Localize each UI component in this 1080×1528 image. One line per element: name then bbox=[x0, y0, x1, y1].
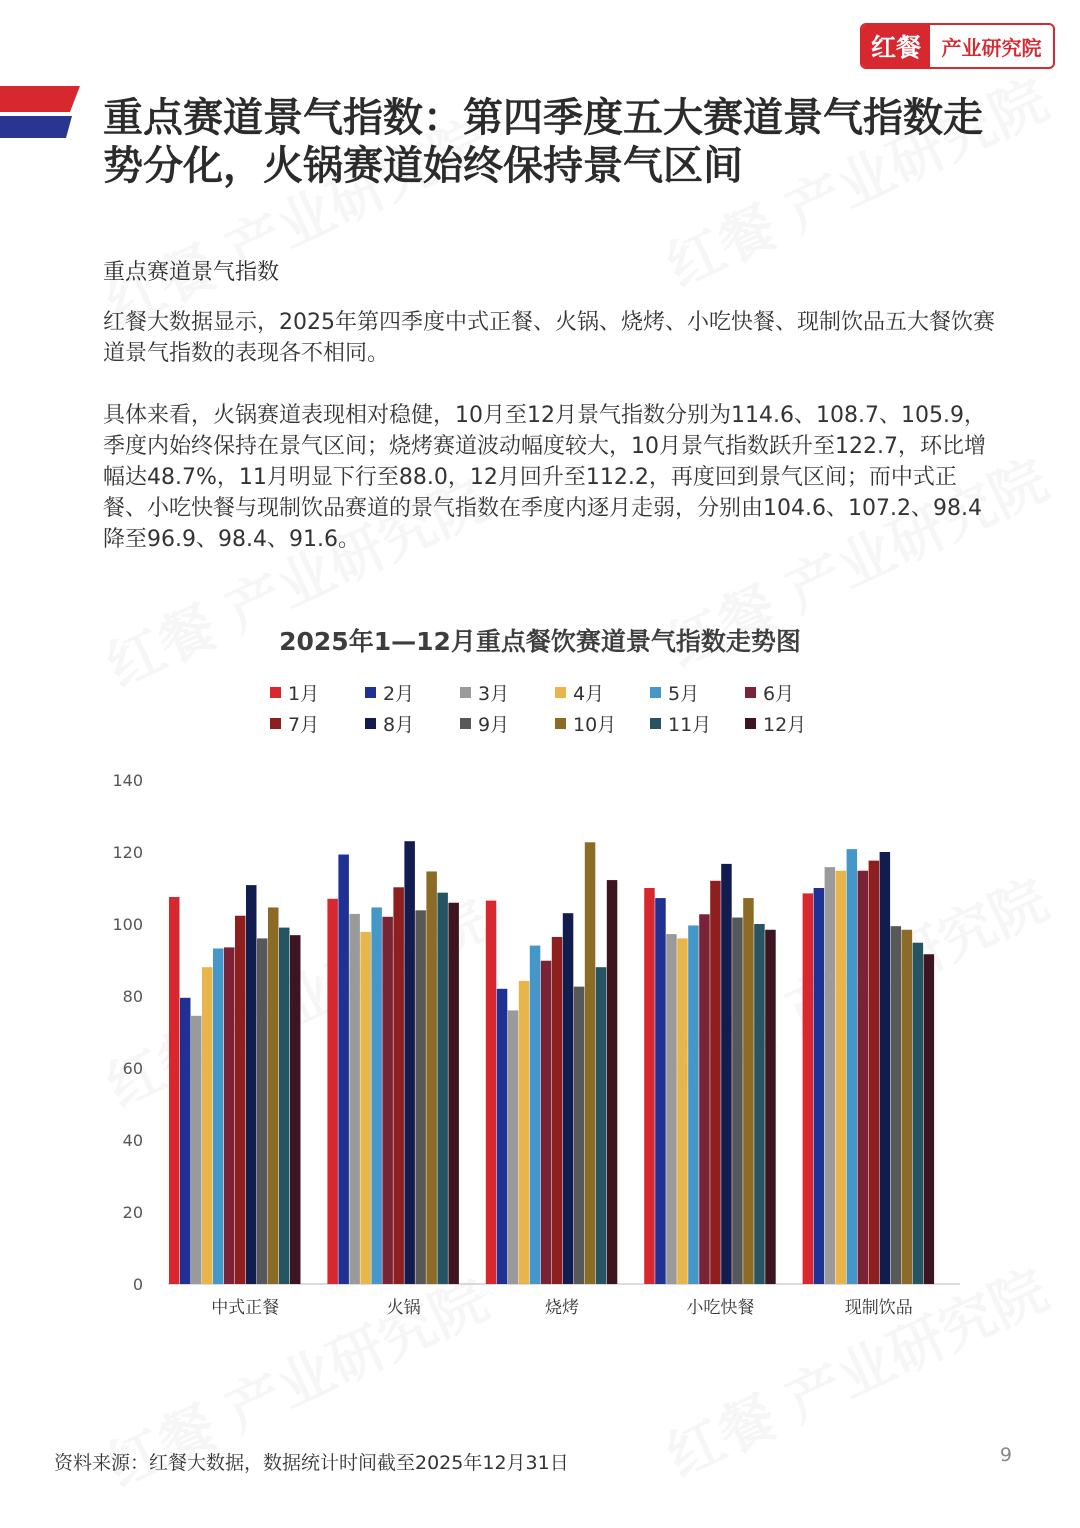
bar bbox=[213, 948, 224, 1284]
legend-label: 8月 bbox=[383, 713, 415, 736]
paragraph-intro: 红餐大数据显示，2025年第四季度中式正餐、火锅、烧烤、小吃快餐、现制饮品五大餐饮赛道景气指数的表现各不相同。 bbox=[103, 310, 995, 366]
bar bbox=[732, 918, 743, 1284]
bar bbox=[530, 946, 541, 1284]
bar bbox=[224, 947, 235, 1284]
bar bbox=[349, 914, 360, 1284]
bar bbox=[290, 935, 301, 1284]
bar bbox=[585, 842, 596, 1284]
logo-mark: 红餐 bbox=[862, 25, 930, 67]
bar bbox=[754, 924, 765, 1284]
bar bbox=[404, 841, 415, 1284]
bar bbox=[913, 943, 924, 1284]
bar bbox=[655, 898, 666, 1284]
bar bbox=[437, 893, 448, 1284]
y-tick-label: 120 bbox=[112, 843, 143, 862]
bar bbox=[382, 917, 393, 1284]
bar bbox=[607, 880, 618, 1284]
bar bbox=[257, 938, 268, 1284]
bar bbox=[574, 987, 585, 1284]
bar bbox=[169, 897, 180, 1284]
bar bbox=[486, 901, 497, 1284]
bar bbox=[393, 887, 404, 1284]
bar bbox=[644, 888, 655, 1284]
legend-label: 6月 bbox=[763, 682, 795, 705]
bar bbox=[847, 849, 858, 1284]
bar bbox=[596, 967, 607, 1284]
bar bbox=[519, 981, 530, 1284]
legend-label: 1月 bbox=[288, 682, 320, 705]
legend-label: 7月 bbox=[288, 713, 320, 736]
bar bbox=[858, 871, 869, 1284]
legend-label: 3月 bbox=[478, 682, 510, 705]
bar bbox=[891, 926, 902, 1284]
bar bbox=[327, 899, 338, 1284]
bar bbox=[666, 934, 677, 1284]
source-note: 资料来源：红餐大数据，数据统计时间截至2025年12月31日 bbox=[54, 1452, 569, 1474]
logo-text: 产业研究院 bbox=[941, 35, 1042, 60]
bar bbox=[371, 907, 382, 1284]
bar bbox=[710, 881, 721, 1284]
bar bbox=[497, 989, 508, 1284]
bar bbox=[415, 910, 426, 1284]
y-tick-label: 140 bbox=[112, 771, 143, 790]
bar bbox=[924, 954, 935, 1284]
bar bbox=[426, 871, 437, 1284]
bar bbox=[880, 852, 891, 1284]
bar bbox=[814, 888, 825, 1284]
bar bbox=[268, 907, 279, 1284]
legend-label: 5月 bbox=[668, 682, 700, 705]
page-number: 9 bbox=[999, 1444, 1012, 1466]
paragraph-detail: 具体来看，火锅赛道表现相对稳健，10月至12月景气指数分别为114.6、108.7、105.9，季度内始终保持在景气区间；烧烤赛道波动幅度较大，10月景气指数跃升至122.7，环比增幅达48.7%，11月明显下行至88.0，12月回升至112.2，再度回到景气区间；而中式正餐、小吃快餐与现制饮品赛道的景气指数在季度内逐月走弱，分别由104.6、107.2、98.4降至96.9、98.4、91.6。 bbox=[103, 403, 986, 552]
bar bbox=[246, 885, 257, 1284]
bar bbox=[688, 925, 699, 1284]
bar bbox=[191, 1016, 202, 1284]
bar bbox=[869, 861, 880, 1284]
bar bbox=[743, 898, 754, 1284]
bar bbox=[448, 903, 459, 1284]
bar bbox=[202, 967, 213, 1284]
legend-label: 4月 bbox=[573, 682, 605, 705]
bar bbox=[677, 938, 688, 1284]
legend-label: 9月 bbox=[478, 713, 510, 736]
bar bbox=[541, 961, 552, 1284]
x-tick-label: 烧烤 bbox=[545, 1298, 579, 1318]
bar bbox=[721, 864, 732, 1284]
bar bbox=[552, 937, 563, 1284]
bar bbox=[508, 1010, 519, 1284]
y-tick-label: 80 bbox=[122, 987, 143, 1006]
legend-label: 10月 bbox=[573, 713, 617, 736]
y-tick-label: 40 bbox=[122, 1131, 143, 1150]
bar bbox=[279, 928, 290, 1284]
x-tick-label: 小吃快餐 bbox=[686, 1298, 755, 1318]
bar bbox=[563, 913, 574, 1284]
page-title: 重点赛道景气指数：第四季度五大赛道景气指数走势分化，火锅赛道始终保持景气区间 bbox=[103, 95, 983, 189]
legend-label: 2月 bbox=[383, 682, 415, 705]
legend-label: 11月 bbox=[668, 713, 712, 736]
chart-title: 2025年1—12月重点餐饮赛道景气指数走势图 bbox=[279, 627, 801, 656]
x-tick-label: 火锅 bbox=[386, 1298, 421, 1318]
x-tick-label: 现制饮品 bbox=[844, 1298, 913, 1318]
bar bbox=[180, 998, 191, 1284]
bar bbox=[803, 893, 814, 1284]
y-tick-label: 60 bbox=[122, 1059, 143, 1078]
y-tick-label: 0 bbox=[132, 1275, 143, 1294]
bar bbox=[765, 930, 776, 1284]
bar bbox=[825, 867, 836, 1284]
bar bbox=[360, 932, 371, 1284]
bar bbox=[699, 914, 710, 1284]
x-tick-label: 中式正餐 bbox=[211, 1298, 280, 1318]
bar bbox=[338, 855, 349, 1284]
y-tick-label: 20 bbox=[122, 1203, 143, 1222]
bar bbox=[836, 871, 847, 1284]
y-tick-label: 100 bbox=[112, 915, 143, 934]
section-subtitle: 重点赛道景气指数 bbox=[103, 260, 280, 285]
legend-label: 12月 bbox=[763, 713, 807, 736]
bar bbox=[902, 930, 913, 1284]
bar bbox=[235, 916, 246, 1284]
